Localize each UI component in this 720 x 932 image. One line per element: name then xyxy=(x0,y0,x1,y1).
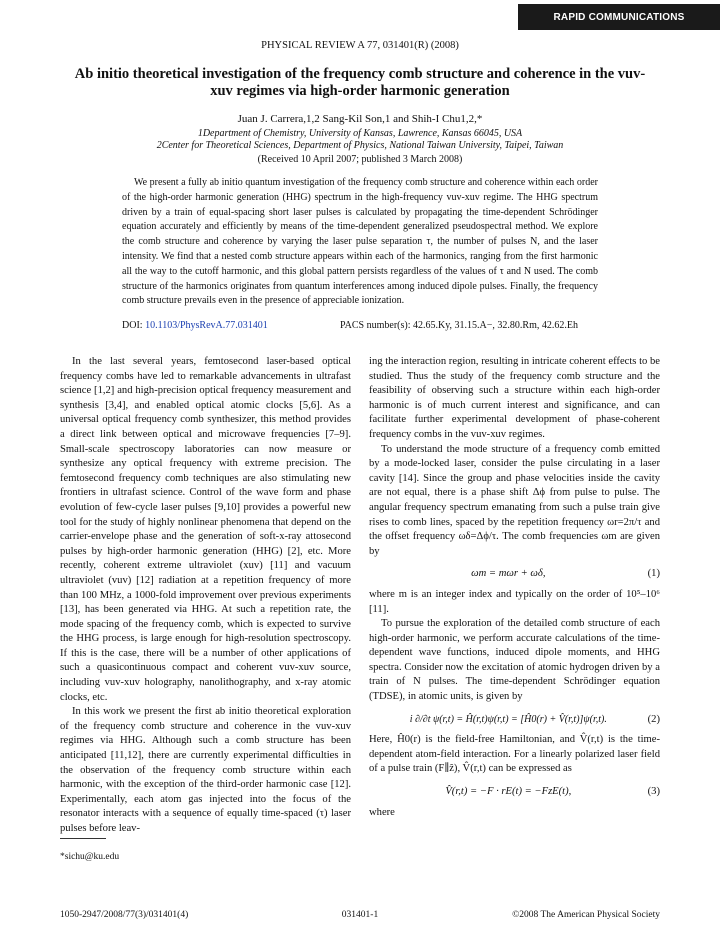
equation-expression: ωm = mωr + ωδ, xyxy=(471,568,546,580)
footnote-rule xyxy=(60,838,106,839)
equation-number: (1) xyxy=(647,568,660,580)
author-list: Juan J. Carrera,1,2 Sang-Kil Son,1 and Shih-I Chu1,2,* xyxy=(237,113,483,125)
footer-issn: 1050-2947/2008/77(3)/031401(4) xyxy=(60,910,189,920)
doi xyxy=(122,320,268,331)
equation-expression: i ∂/∂t ψ(r,t) = Ĥ(r,t)ψ(r,t) = [Ĥ0(r) + V̂(r,t)]ψ(r,t). xyxy=(409,713,607,725)
paper-title: Ab initio theoretical investigation of the frequency comb structure and coherence in the vuv-xuv regimes via high-order harmonic generation xyxy=(74,66,646,99)
paragraph: where m is an integer index and typically on the order of 10⁵–10⁶ [11]. xyxy=(369,588,660,615)
affiliation-1: 1Department of Chemistry, University of Kansas, Lawrence, Kansas 66045, USA xyxy=(197,128,523,139)
equation-1 xyxy=(369,567,660,582)
footer-copyright: ©2008 The American Physical Society xyxy=(512,910,660,920)
paragraph: To pursue the exploration of the detailed comb structure of each high-order harmonic, we perform accurate calculations of the time-dependent wave functions, induced dipole moments, and HHG spectra. Consider now the excitation of atomic hydrogen driven by a train of N pulses. The time-dependent Schrödinger equation (TDSE), in atomic units, is given by xyxy=(369,618,660,703)
paragraph: where xyxy=(369,806,395,818)
paragraph: ing the interaction region, resulting in intricate coherent effects to be studied. Thus the study of the frequency comb structure and the feasibility of observing such a structure within each high-order harmonic is of much current interest and significance, and can facilitate further experimental development of phase-coherent frequency combs in the vuv-xuv regimes. xyxy=(369,356,660,440)
equation-number: (3) xyxy=(647,786,660,798)
rapid-communications-banner: RAPID COMMUNICATIONS xyxy=(518,4,720,30)
left-column xyxy=(60,355,351,837)
equation-expression: V̂(r,t) = −F · rE(t) = −FzE(t), xyxy=(445,786,572,798)
right-column xyxy=(369,355,660,820)
doi-label: DOI: xyxy=(122,320,143,331)
paragraph: In this work we present the first ab initio theoretical exploration of the frequency comb structure and coherence in the vuv-xuv regimes via HHG. Although such a comb structure has been anticipated [11,12], there are currently experimental difficulties in the observation of the frequency comb structure within each harmonic, with the exception of the third-order harmonic case [12]. Experimentally, each atom gas injected into the focus of the resonator interacts with a sequence of equally time-spaced (τ) laser pulses before leav- xyxy=(60,706,351,834)
paragraph: Here, Ĥ0(r) is the field-free Hamiltonian, and V̂(r,t) is the time-dependent atom-field interaction. For a linearly polarized laser field of a pulse train (F∥ẑ), V̂(r,t) can be expressed as xyxy=(369,734,660,775)
received-dates: (Received 10 April 2007; published 3 March 2008) xyxy=(257,154,463,165)
footnote-email: *sichu@ku.edu xyxy=(60,852,120,862)
equation-2 xyxy=(369,713,660,728)
footer-page-number: 031401-1 xyxy=(341,910,379,920)
journal-header: PHYSICAL REVIEW A 77, 031401(R) (2008) xyxy=(261,40,459,51)
pacs-numbers: PACS number(s): 42.65.Ky, 31.15.A−, 32.80.Rm, 42.62.Eh xyxy=(340,320,578,331)
paragraph: To understand the mode structure of a frequency comb emitted by a mode-locked laser, consider the pulse circulating in a laser cavity [14]. Since the group and phase velocities inside the cavity are not equal, there is a phase shift Δϕ from pulse to pulse. The angular frequency spectrum emanating from such a pulse train give rises to comb lines, spaced by the repetition frequency ωr=2π/τ and the offset frequency ωδ=Δϕ/τ. The comb frequencies ωm are given by xyxy=(369,443,660,557)
doi-link[interactable]: 10.1103/PhysRevA.77.031401 xyxy=(145,320,268,331)
equation-3 xyxy=(369,785,660,800)
equation-number: (2) xyxy=(647,713,660,725)
abstract: We present a fully ab initio quantum investigation of the frequency comb structure and coherence within each order of the high-order harmonic generation (HHG) spectrum in the high-frequency vuv-xuv regime. The HHG spectrum driven by a train of equal-spacing short laser pulses is calculated by propagating the time-dependent Schrödinger equation accurately and efficiently by means of the time-dependent generalized pseudospectral method. We explore the comb structure and coherence by varying the laser pulse separation τ, the number of pulses N, and the laser intensity. We find that a nested comb structure appears within each of the harmonics, ranging from the first harmonic all the way to the cutoff harmonic, and this global pattern persists regardless of the values of τ and N used. The comb structure of the harmonics originates from quantum interferences among induced dipole pulses. Finally, the frequency comb structure prevails even in the presence of appreciable ionization. xyxy=(122,177,598,307)
affiliation-2: 2Center for Theoretical Sciences, Department of Physics, National Taiwan University, Taipei, Taiwan xyxy=(156,140,564,151)
paragraph: In the last several years, femtosecond laser-based optical frequency combs have led to remarkable advancements in ultrafast science [1,2] and high-precision optical frequency measurement and synthesis [3,4], and enabled optical atomic clocks [5,6]. As a universal optical frequency comb synthesizer, this method provides a direct link between optical and microwave frequencies [7–9]. Small-scale spectroscopy laboratories can now measure or synthesize any optical frequency with extreme precision. The femtosecond frequency comb techniques are also stimulating new frontiers in ultrafast science. Control of the wave form and phase evolution of few-cycle laser pulses [9,10] provides a powerful new tool for the study of highly nonlinear phenomena that depend on the carrier-envelope phase and the generation of soft-x-ray attosecond pulses by high-order harmonic generation (HHG) [2], etc. More recently, coherent extreme ultraviolet (xuv) [11] and vacuum ultraviolet (vuv) [12] radiation at a repetition frequency of more than 100 MHz, a 1000-fold improvement over previous experiments [13], has been generated via HHG. At such a repetition rate, the mode spacing of the frequency comb, which is expected to survive the HHG process, is large enough for high-resolution spectroscopy. If this is the case, there will be a number of other applications of such a quasicontinuous compact and coherent vuv-xuv source, including vuv-xuv holography, nanolithography, and x-ray atomic clocks, etc. xyxy=(60,356,351,703)
